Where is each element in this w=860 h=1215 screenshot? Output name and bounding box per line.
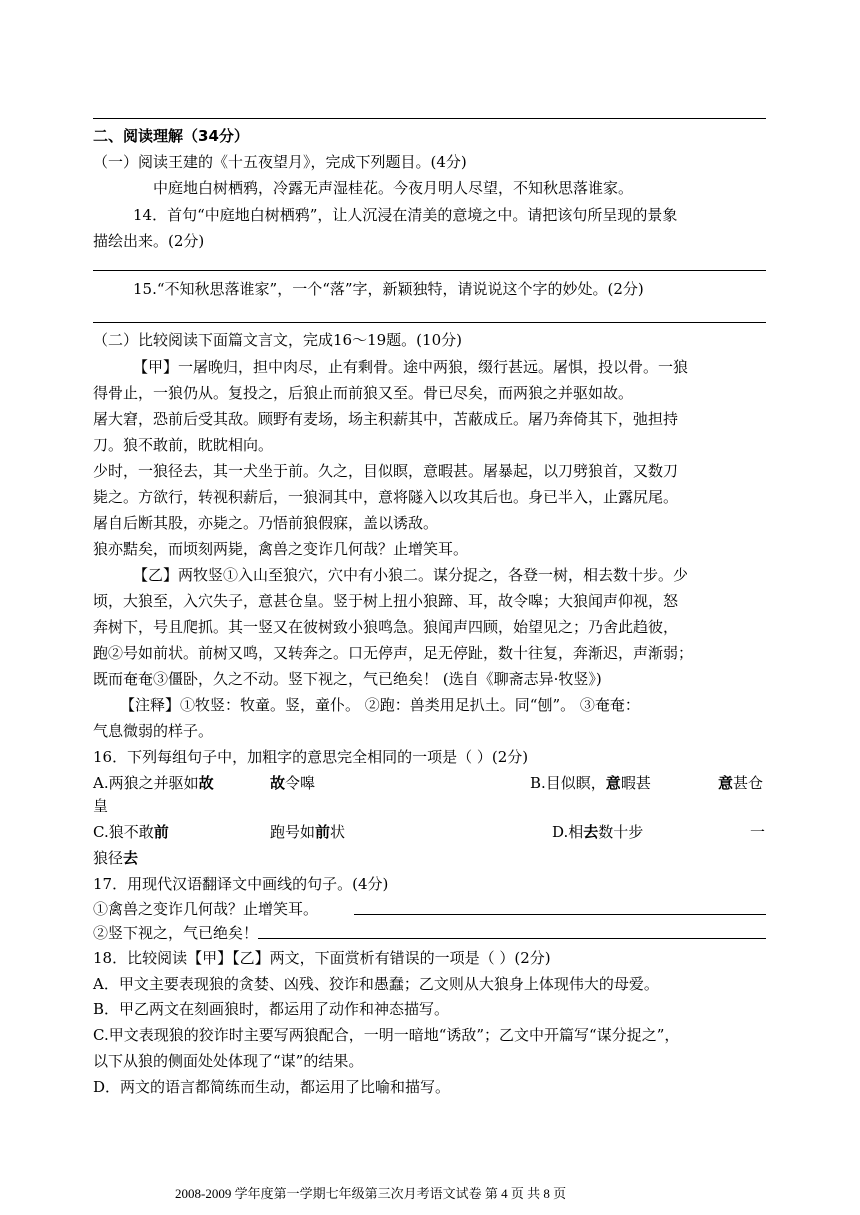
yi-line: 奔树下，号且爬抓。其一竖又在彼树致小狼鸣急。狼闻声四顾，始望见之；乃舍此趋彼， [93,618,679,636]
q17-sentence-1: ①禽兽之变诈几何哉？止增笑耳。 [93,900,319,918]
q17-answer-line-1[interactable] [354,914,766,915]
q18-option-c-line1: C.甲文表现狼的狡诈时主要写两狼配合，一明一暗地“诱敌”；乙文中开篇写“谋分捉之”， [93,1026,680,1044]
q16-option-d-2: 一 [750,823,766,841]
jia-line: 刀。狼不敢前，眈眈相向。 [93,436,274,454]
page-footer: 2008-2009 学年度第一学期七年级第三次月考语文试卷 第 4 页 共 8 页 [175,1186,567,1201]
q17-answer-line-2[interactable] [258,938,766,939]
q15-answer-line[interactable] [93,322,766,323]
q16-option-b-1: B.目似瞑，意暇甚 [530,774,651,792]
jia-line: 屠大窘，恐前后受其敌。顾野有麦场，场主积薪其中，苫蔽成丘。屠乃奔倚其下，弛担持 [93,410,679,428]
q14-answer-line[interactable] [93,270,766,271]
jia-line: 屠自后断其股，亦毙之。乃悟前狼假寐，盖以诱敌。 [93,514,439,532]
yi-line: 跑②号如前状。前树又鸣，又转奔之。口无停声，足无停趾，数十往复，奔渐迟，声渐弱； [93,644,694,662]
q17-sentence-2: ②竖下视之，气已绝矣！ [93,924,259,942]
jia-line: 少时，一狼径去，其一犬坐于前。久之，目似瞑，意暇甚。屠暴起，以刀劈狼首，又数刀 [93,462,679,480]
jia-line: 【甲】一屠晚归，担中肉尽，止有剩骨。途中两狼，缀行甚远。屠惧，投以骨。一狼 [133,358,689,376]
q15-text: 15.“不知秋思落谁家”，一个“落”字，新颖独特，请说说这个字的妙处。(2分) [133,280,644,298]
q16-option-b-2: 意甚仓 [718,774,764,792]
yi-line: 既而奄奄③僵卧，久之不动。竖下视之，气已绝矣！ (选自《聊斋志异·牧竖》) [93,670,602,688]
yi-line: 顷，大狼至，入穴失子，意甚仓皇。竖于树上扭小狼蹄、耳，故令嗥；大狼闻声仰视，怒 [93,592,679,610]
note-line2: 气息微弱的样子。 [93,722,214,740]
q17-stem: 17．用现代汉语翻译文中画线的句子。(4分) [93,875,389,893]
q16-stem: 16．下列每组句子中，加粗字的意思完全相同的一项是（ ）(2分) [93,748,529,766]
poem-text: 中庭地白树栖鸦，冷露无声湿桂花。今夜月明人尽望，不知秋思落谁家。 [153,179,634,197]
part1-heading: （一）阅读王建的《十五夜望月》，完成下列题目。(4分) [93,153,467,171]
jia-line: 毙之。方欲行，转视积薪后，一狼洞其中，意将隧入以攻其后也。身已半入，止露尻尾。 [93,488,679,506]
q16-option-a-1: A.两狼之并驱如故 [93,774,214,792]
top-rule [93,118,766,119]
part2-heading: （二）比较阅读下面篇文言文，完成16～19题。(10分) [93,331,462,349]
q16-option-c-2: 跑号如前状 [270,823,346,841]
q14-line1: 14．首句“中庭地白树栖鸦”，让人沉浸在清美的意境之中。请把该句所呈现的景象 [133,206,678,224]
q18-option-c-line2: 以下从狼的侧面处处体现了“谋”的结果。 [93,1052,364,1070]
yi-line: 【乙】两牧竖①入山至狼穴，穴中有小狼二。谋分捉之，各登一树，相去数十步。少 [133,566,689,584]
jia-line: 得骨止，一狼仍从。复投之，后狼止而前狼又至。骨已尽矣，而两狼之并驱如故。 [93,384,634,402]
q18-stem: 18．比较阅读【甲】【乙】两文，下面赏析有错误的一项是（ ）(2分) [93,949,551,967]
q18-option-b: B．甲乙两文在刻画狼时，都运用了动作和神态描写。 [93,1000,450,1018]
jia-line: 狼亦黠矣，而顷刻两毙，禽兽之变诈几何哉？止增笑耳。 [93,540,469,558]
q16-option-d-wrap: 狼径去 [93,849,139,867]
note-line1: 【注释】①牧竖：牧童。竖，童仆。 ②跑：兽类用足扒土。同“刨”。 ③奄奄： [120,696,640,714]
q18-option-d: D．两文的语言都简练而生动，都运用了比喻和描写。 [93,1078,451,1096]
q16-option-d-1: D.相去数十步 [552,823,644,841]
q14-line2: 描绘出来。(2分) [93,232,205,250]
q16-option-b-wrap: 皇 [93,797,109,815]
q16-option-a-2: 故令嗥 [270,774,316,792]
section-title: 二、阅读理解（34分） [93,127,249,145]
q16-option-c-1: C.狼不敢前 [93,823,169,841]
q18-option-a: A．甲文主要表现狼的贪婪、凶残、狡诈和愚蠢；乙文则从大狼身上体现伟大的母爱。 [93,975,659,993]
